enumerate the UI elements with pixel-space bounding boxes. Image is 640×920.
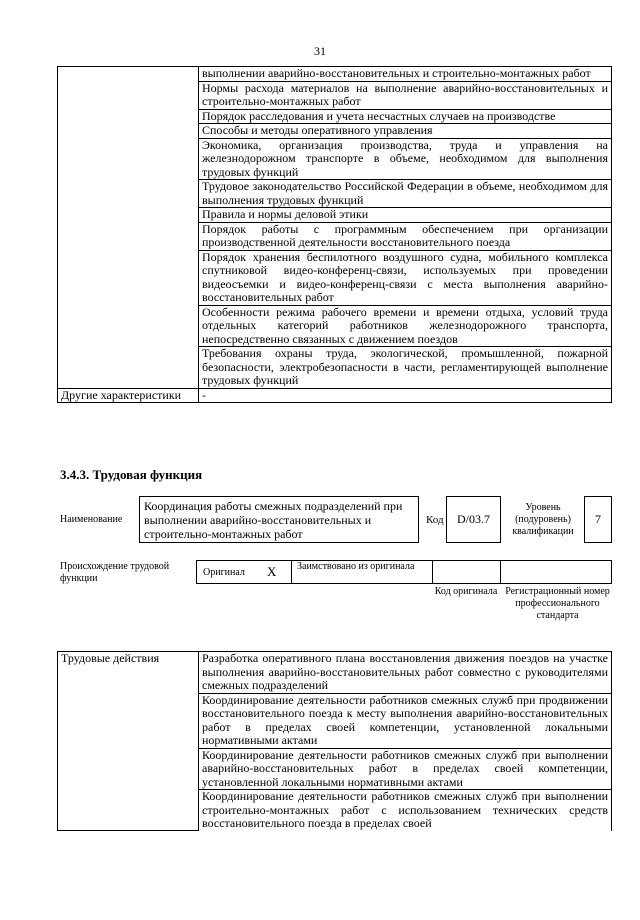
labor-actions-table	[57, 651, 612, 831]
table-cell: Требования охраны труда, экологической, промышленной, пожарной безопасности, электробезопасности в части, регламентирующей выполнение трудовых функций	[199, 347, 612, 389]
code-original-caption: Код оригинала	[434, 586, 498, 597]
table-cell: Правила и нормы деловой этики	[199, 208, 612, 223]
section-title: 3.4.3. Трудовая функция	[60, 467, 203, 482]
label-cell-empty	[58, 67, 199, 389]
other-characteristics-label: Другие характеристики	[58, 388, 199, 403]
name-label: Наименование	[60, 514, 123, 525]
borrowed-cell	[292, 561, 433, 583]
table-cell: Экономика, организация производства, труда и управления на железнодорожном транспорте в объеме, необходимом для выполнения трудовых функций	[199, 138, 612, 180]
origin-row	[196, 560, 612, 584]
table-row	[58, 67, 612, 82]
table-cell: Координирование деятельности работников смежных служб при продвижении восстановительного поезда к месту выполнения аварийно-восстановительных работ в пределах своей компетенции, установленной локальными нормативными актами	[199, 693, 612, 748]
code-box: D/03.7	[446, 496, 501, 543]
table-cell: Координирование деятельности работников смежных служб при выполнении строительно-монтажных работ с использованием технических средств восстановительного поезда в пределах своей	[199, 790, 612, 831]
table-cell: Порядок хранения беспилотного воздушного судна, мобильного комплекса спутниковой видео-конференц-связи, используемых при проведении видеосъемки и видео-конференц-связи с места выполнения аварийно-восстановительных работ	[199, 250, 612, 305]
original-label: Оригинал	[203, 567, 245, 578]
page-number: 31	[314, 44, 326, 58]
code-label: Код	[426, 514, 444, 526]
function-name-box: Координация работы смежных подразделений при выполнении аварийно-восстановительных и строительно-монтажных работ	[139, 496, 419, 543]
original-cell	[197, 561, 292, 583]
origin-label: Происхождение трудовой функции	[60, 561, 170, 584]
labor-actions-label: Трудовые действия	[58, 652, 199, 831]
table-cell: Трудовое законодательство Российской Федерации в объеме, необходимом для выполнения трудовых функций	[199, 180, 612, 208]
table-cell: Особенности режима рабочего времени и времени отдыха, условий труда отдельных категорий работников железнодорожного транспорта, непосредственно связанных с движением поездов	[199, 305, 612, 347]
table-cell: Разработка оперативного плана восстановления движения поездов на участке выполнения аварийно-восстановительных работ совместно с руководителями смежных подразделений	[199, 652, 612, 694]
borrowed-label: Заимствовано из оригинала	[297, 561, 415, 572]
reg-number-caption: Регистрационный номер профессионального стандарта	[505, 586, 610, 621]
table-cell: Порядок расследования и учета несчастных случаев на производстве	[199, 109, 612, 124]
code-original-cell	[433, 561, 501, 583]
original-mark: X	[267, 564, 277, 579]
table-cell: Порядок работы с программным обеспечением при организации производственной деятельности восстановительного поезда	[199, 222, 612, 250]
table-cell: Координирование деятельности работников смежных служб при выполнении аварийно-восстановительных работ в пределах своей компетенции, установленной локальными нормативными актами	[199, 748, 612, 790]
table-cell: Способы и методы оперативного управления	[199, 124, 612, 139]
table-row	[58, 652, 612, 694]
table-row	[58, 388, 612, 403]
table-cell: выполнении аварийно-восстановительных и строительно-монтажных работ	[199, 67, 612, 82]
knowledge-table	[57, 66, 612, 403]
table-cell: Нормы расхода материалов на выполнение аварийно-восстановительных и строительно-монтажных работ	[199, 81, 612, 109]
level-label: Уровень (подуровень) квалификации	[512, 502, 574, 537]
level-box: 7	[584, 496, 612, 543]
other-characteristics-value: -	[199, 388, 612, 403]
